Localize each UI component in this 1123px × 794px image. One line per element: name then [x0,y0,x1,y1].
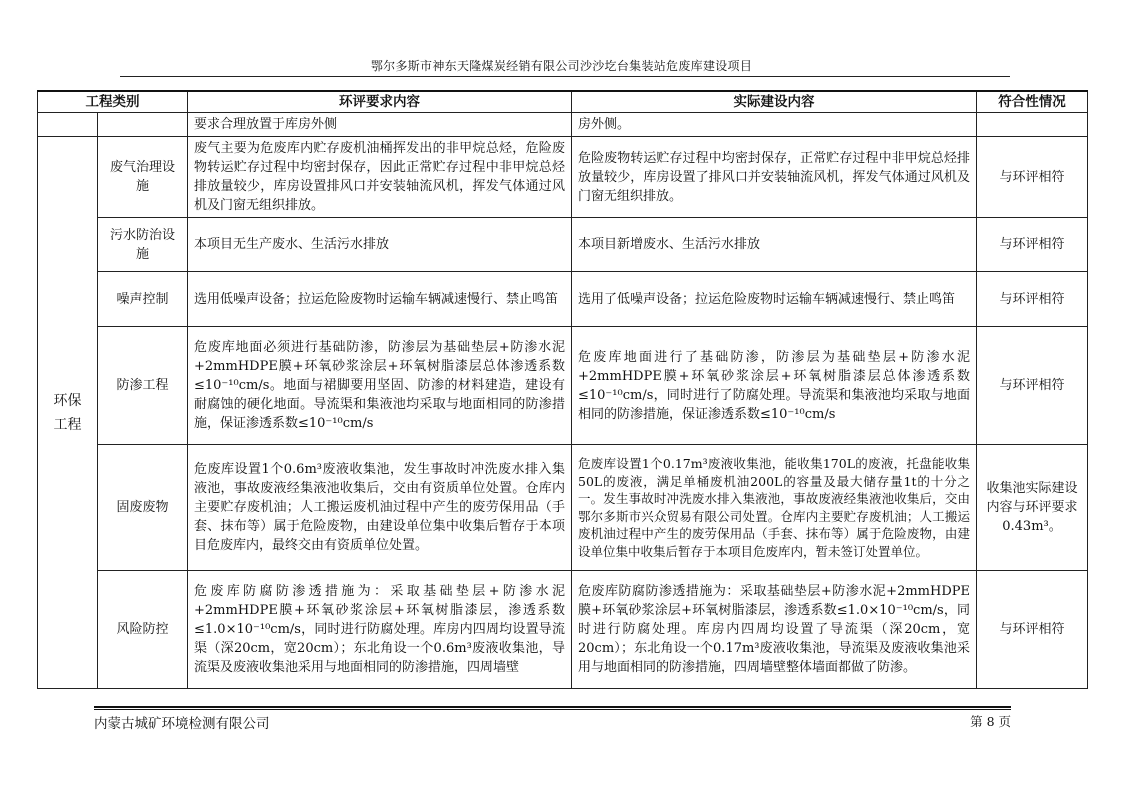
actual-cell: 本项目新增废水、生活污水排放 [572,218,977,272]
footer-company: 内蒙古城矿环境检测有限公司 [94,716,270,732]
table-row [38,445,1088,571]
actual-cell: 危险废物转运贮存过程中均密封保存，正常贮存过程中非甲烷总烃排放量较少，库房设置了排风口并安装轴流风机，挥发气体通过风机及门窗无组织排放。 [572,137,977,218]
table-row [38,571,1088,689]
actual-cell: 危废库防腐防渗透措施为：采取基础垫层+防渗水泥+2mmHDPE膜+环氧砂浆涂层+环氧树脂漆层，渗透系数≤1.0×10⁻¹⁰cm/s，同时进行防腐处理。库房内四周均设置了导流渠（深20cm，宽20cm）；东北角设一个0.17m³废液收集池，导流渠及废液收集池采用与地面相同的防渗措施，四周墙壁整体墙面都做了防渗。 [572,571,977,689]
compliance-table [37,90,1088,689]
sub-category-cell: 污水防治设施 [98,218,188,272]
requirement-cell: 本项目无生产废水、生活污水排放 [188,218,572,272]
group-label-text: 环保 工程 [53,392,82,433]
footer-divider-thin [94,709,1011,710]
footer-divider [94,706,1011,708]
document-header-title: 鄂尔多斯市神东天隆煤炭经销有限公司沙沙圪台集装站危废库建设项目 [370,59,753,73]
sub-category-cell: 固废废物 [98,445,188,571]
table-row [38,218,1088,272]
table-row [38,137,1088,218]
actual-cell: 房外侧。 [572,113,977,137]
actual-cell: 选用了低噪声设备；拉运危险废物时运输车辆减速慢行、禁止鸣笛 [572,272,977,327]
sub-category-cell: 废气治理设施 [98,137,188,218]
table-cell [38,113,98,137]
actual-cell: 危废库地面进行了基础防渗，防渗层为基础垫层+防渗水泥+2mmHDPE膜+环氧砂浆涂层+环氧树脂漆层总体渗透系数≤10⁻¹⁰cm/s，同时进行了防腐处理。导流渠和集液池均采取与地面相同的防渗措施，保证渗透系数≤10⁻¹⁰cm/s [572,327,977,445]
compliance-cell: 与环评相符 [977,272,1088,327]
table-row [38,327,1088,445]
page-number: 第 8 页 [970,714,1011,729]
requirement-cell: 废气主要为危废库内贮存废机油桶挥发出的非甲烷总烃，危险废物转运贮存过程中均密封保存，因此正常贮存过程中非甲烷总烃排放量较少，库房设置排风口并安装轴流风机，挥发气体通过风机及门窗无组织排放。 [188,137,572,218]
table-cell [977,113,1088,137]
col-header-category: 工程类别 [38,91,188,113]
sub-category-cell: 风险防控 [98,571,188,689]
table-header-row [38,91,1088,113]
requirement-cell: 危废库防腐防渗透措施为：采取基础垫层+防渗水泥+2mmHDPE膜+环氧砂浆涂层+环氧树脂漆层，渗透系数≤1.0×10⁻¹⁰cm/s，同时进行防腐处理。库房内四周均设置导流渠（深20cm，宽20cm）；东北角设一个0.6m³废液收集池，导流渠及废液收集池采用与地面相同的防渗措施，四周墙壁 [188,571,572,689]
requirement-cell: 危废库设置1个0.6m³废液收集池，发生事故时冲洗废水排入集液池，事故废液经集液池收集后，交由有资质单位处置。仓库内主要贮存废机油；人工搬运废机油过程中产生的废劳保用品（手套、抹布等）属于危险废物，由建设单位集中收集后暂存于本项目危废库内，最终交由有资质单位处置。 [188,445,572,571]
col-header-actual: 实际建设内容 [572,91,977,113]
table-row [38,272,1088,327]
compliance-cell: 与环评相符 [977,137,1088,218]
col-header-compliance: 符合性情况 [977,91,1088,113]
table-cell [98,113,188,137]
col-header-requirement: 环评要求内容 [188,91,572,113]
requirement-cell: 危废库地面必须进行基础防渗，防渗层为基础垫层+防渗水泥+2mmHDPE膜+环氧砂浆涂层+环氧树脂漆层总体渗透系数≤10⁻¹⁰cm/s。地面与裙脚要用坚固、防渗的材料建造，建设有耐腐蚀的硬化地面。导流渠和集液池均采取与地面相同的防渗措施，保证渗透系数≤10⁻¹⁰cm/s [188,327,572,445]
table-row [38,113,1088,137]
sub-category-cell: 防渗工程 [98,327,188,445]
compliance-cell: 与环评相符 [977,571,1088,689]
compliance-cell: 收集池实际建设内容与环评要求0.43m³。 [977,445,1088,571]
header-divider [120,76,1010,77]
actual-cell: 危废库设置1个0.17m³废液收集池，能收集170L的废液，托盘能收集50L的废液，满足单桶废机油200L的容量及最大储存量1t的十分之一。发生事故时冲洗废水排入集液池，事故废液经集液池收集后，交由鄂尔多斯市兴众贸易有限公司处置。仓库内主要贮存废机油；人工搬运废机油过程中产生的废劳保用品（手套、抹布等）属于危险废物，由建设单位集中收集后暂存于本项目危废库内，暂未签订处置单位。 [572,445,977,571]
compliance-cell: 与环评相符 [977,218,1088,272]
requirement-cell: 要求合理放置于库房外侧 [188,113,572,137]
group-label-env-engineering [38,137,98,689]
sub-category-cell: 噪声控制 [98,272,188,327]
compliance-cell: 与环评相符 [977,327,1088,445]
requirement-cell: 选用低噪声设备；拉运危险废物时运输车辆减速慢行、禁止鸣笛 [188,272,572,327]
